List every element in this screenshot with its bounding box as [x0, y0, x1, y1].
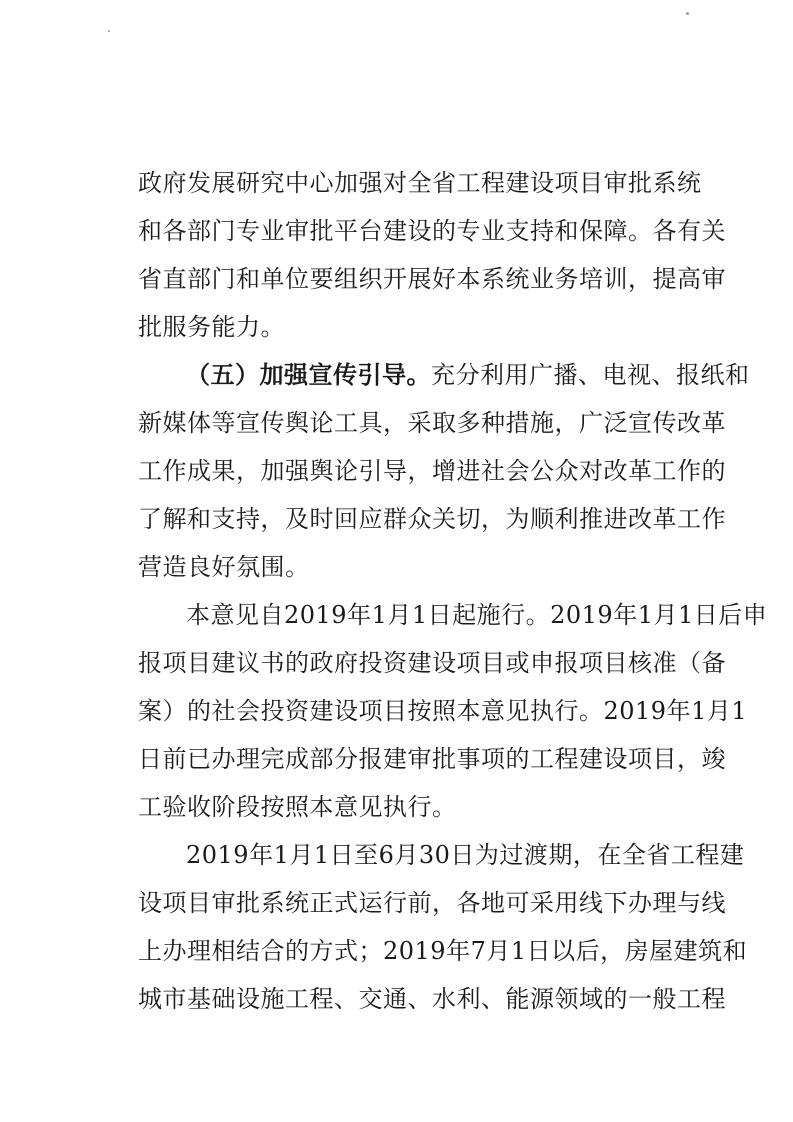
- paragraph-line: 政府发展研究中心加强对全省工程建设项目审批系统: [138, 169, 702, 197]
- paragraph-line: 工验收阶段按照本意见执行。: [138, 793, 457, 821]
- paragraph-line: 案）的社会投资建设项目按照本意见执行。2019年1月1: [138, 697, 748, 725]
- paragraph-line: 设项目审批系统正式运行前，各地可采用线下办理与线: [138, 889, 726, 917]
- paragraph-line: 了解和支持，及时回应群众关切，为顺利推进改革工作: [138, 505, 726, 533]
- paragraph-line: 城市基础设施工程、交通、水利、能源领域的一般工程: [138, 985, 726, 1013]
- scan-speck: [108, 30, 110, 32]
- paragraph-line: 上办理相结合的方式；2019年7月1日以后，房屋建筑和: [138, 937, 748, 965]
- paragraph-line: 批服务能力。: [138, 313, 285, 341]
- paragraph-line: 工作成果，加强舆论引导，增进社会公众对改革工作的: [138, 457, 726, 485]
- paragraph-line: 和各部门专业审批平台建设的专业支持和保障。各有关: [138, 217, 726, 245]
- paragraph-line: 2019年1月1日至6月30日为过渡期，在全省工程建: [186, 841, 745, 869]
- paragraph-line: 新媒体等宣传舆论工具，采取多种措施，广泛宣传改革: [138, 409, 726, 437]
- section-heading-line: [186, 360, 750, 390]
- paragraph-line: 报项目建议书的政府投资建设项目或申报项目核准（备: [138, 649, 726, 677]
- section-heading: （五）加强宣传引导。: [186, 360, 431, 389]
- paragraph-line: 省直部门和单位要组织开展好本系统业务培训，提高审: [138, 265, 726, 293]
- paragraph-line: 营造良好氛围。: [138, 553, 310, 581]
- paragraph-text: 充分利用广播、电视、报纸和: [431, 361, 750, 389]
- paragraph-line: 本意见自2019年1月1日起施行。2019年1月1日后申: [186, 601, 768, 629]
- paragraph-line: 日前已办理完成部分报建审批事项的工程建设项目，竣: [138, 745, 726, 773]
- scan-speck: [686, 12, 689, 15]
